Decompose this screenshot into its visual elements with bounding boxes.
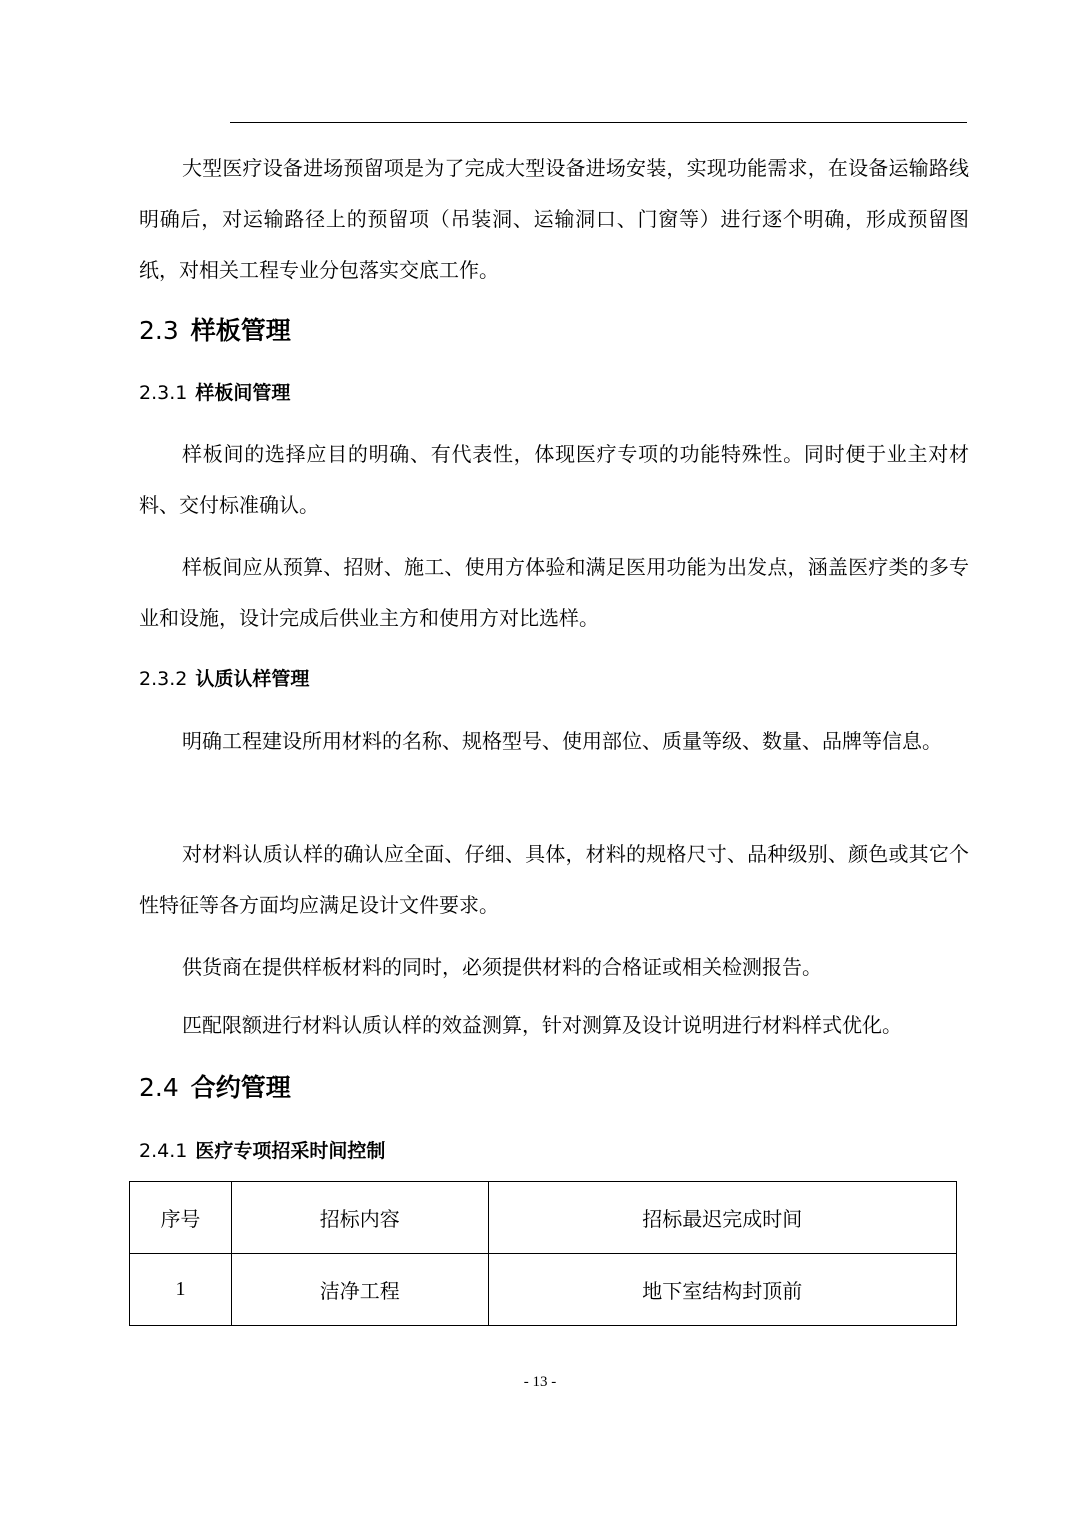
table-header-cell: 招标最迟完成时间 (488, 1182, 956, 1254)
page-number: - 13 - (523, 1374, 557, 1390)
paragraph-2-3-2-b: 对材料认质认样的确认应全面、仔细、具体，材料的规格尺寸、品种级别、颜色或其它个性特征等各方面均应满足设计文件要求。 (139, 842, 969, 917)
paragraph-2-3-1-b: 样板间应从预算、招财、施工、使用方体验和满足医用功能为出发点，涵盖医疗类的多专业和设施，设计完成后供业主方和使用方对比选样。 (139, 555, 969, 630)
paragraph-2-3-2-c: 供货商在提供样板材料的同时，必须提供材料的合格证或相关检测报告。 (182, 955, 822, 979)
subsection-title: 认质认样管理 (195, 668, 310, 690)
header-rule (230, 122, 967, 123)
subsection-number: 2.3.1 (139, 382, 188, 404)
section-title: 合约管理 (190, 1073, 291, 1102)
subsection-title: 样板间管理 (195, 382, 291, 404)
procurement-schedule-table (129, 1181, 957, 1326)
section-heading-2-4 (139, 1071, 291, 1105)
paragraph-2-3-2-a: 明确工程建设所用材料的名称、规格型号、使用部位、质量等级、数量、品牌等信息。 (182, 729, 942, 753)
subsection-title: 医疗专项招采时间控制 (195, 1140, 386, 1162)
subsection-number: 2.4.1 (139, 1140, 188, 1162)
paragraph-2-3-2-d: 匹配限额进行材料认质认样的效益测算，针对测算及设计说明进行材料样式优化。 (182, 1013, 902, 1037)
subsection-heading-2-4-1 (139, 1137, 385, 1165)
section-heading-2-3 (139, 314, 291, 348)
section-number: 2.3 (139, 316, 179, 345)
subsection-number: 2.3.2 (139, 668, 188, 690)
table-cell: 洁净工程 (231, 1254, 488, 1326)
subsection-heading-2-3-2 (139, 665, 309, 693)
table-header-row (130, 1182, 957, 1254)
section-title: 样板管理 (190, 316, 291, 345)
table-cell: 地下室结构封顶前 (488, 1254, 956, 1326)
table-cell: 1 (130, 1254, 232, 1326)
table-row (130, 1254, 957, 1326)
subsection-heading-2-3-1 (139, 379, 290, 407)
table-header-cell: 序号 (130, 1182, 232, 1254)
section-number: 2.4 (139, 1073, 179, 1102)
paragraph-intro: 大型医疗设备进场预留项是为了完成大型设备进场安装，实现功能需求，在设备运输路线明确后，对运输路径上的预留项（吊装洞、运输洞口、门窗等）进行逐个明确，形成预留图纸，对相关工程专业分包落实交底工作。 (139, 156, 969, 282)
table-header-cell: 招标内容 (231, 1182, 488, 1254)
paragraph-2-3-1-a: 样板间的选择应目的明确、有代表性，体现医疗专项的功能特殊性。同时便于业主对材料、交付标准确认。 (139, 442, 969, 517)
